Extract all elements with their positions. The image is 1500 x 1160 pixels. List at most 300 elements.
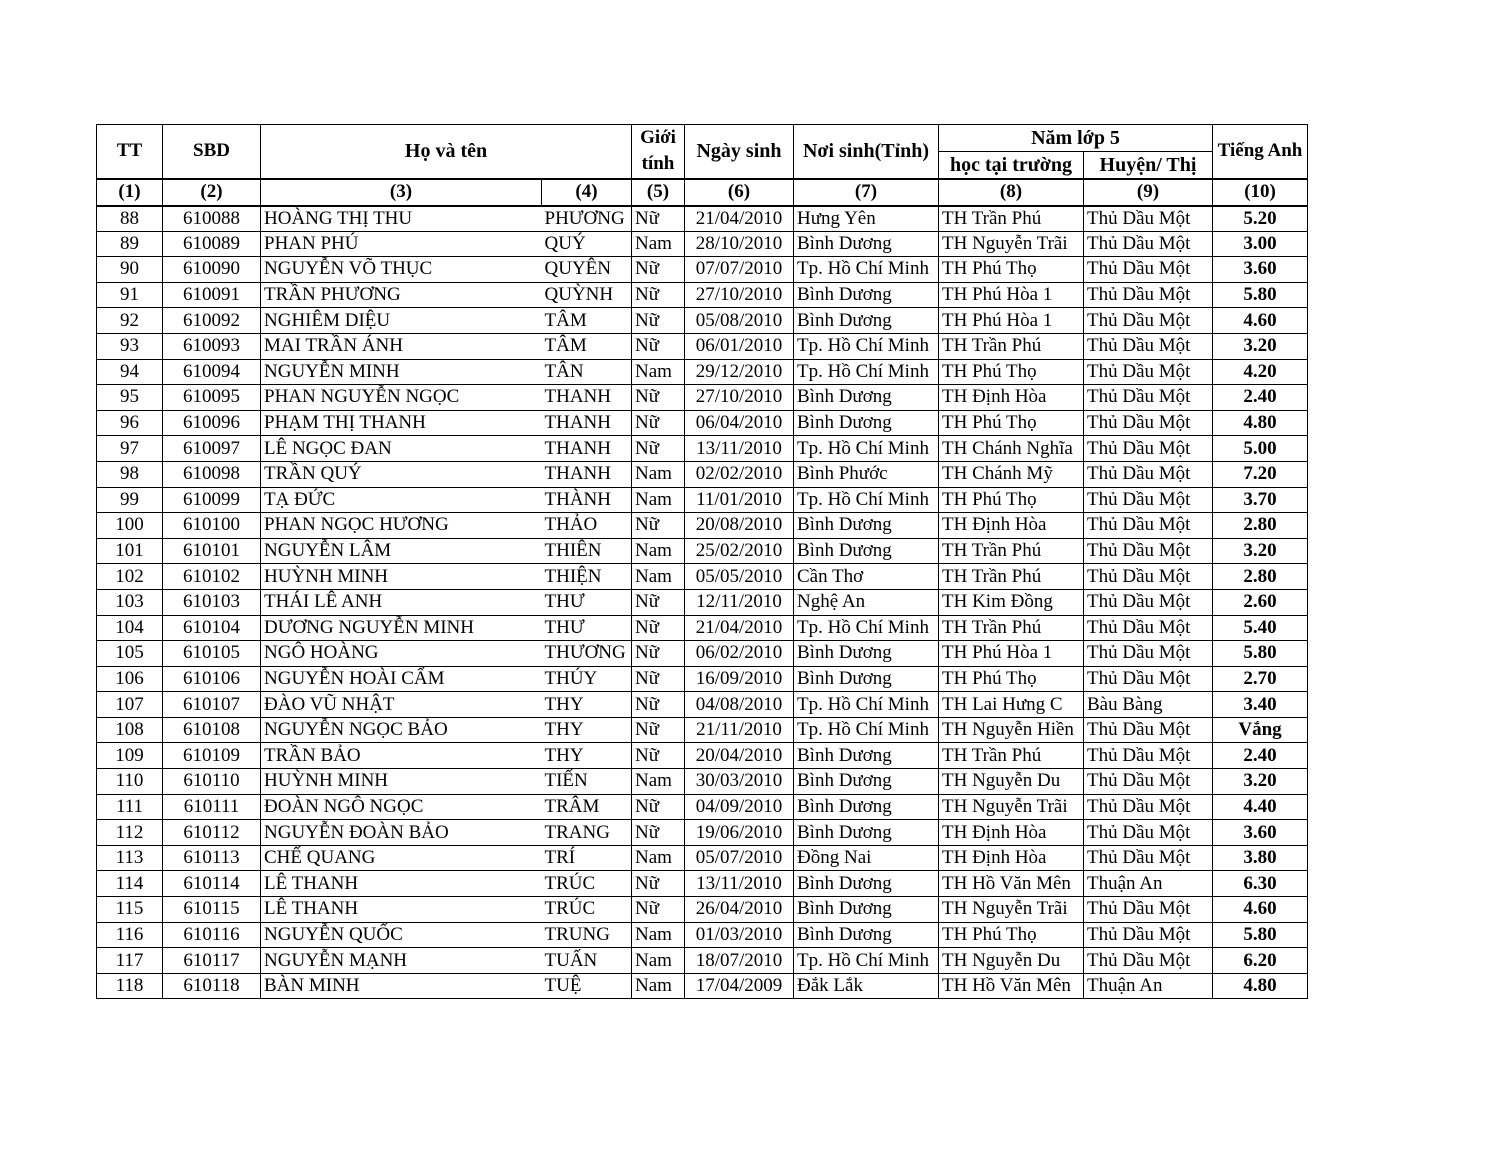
cell-first-name: TÂM	[542, 333, 632, 359]
cell-birth-date: 07/07/2010	[685, 257, 794, 283]
cell-sbd: 610100	[163, 513, 261, 539]
cell-last-middle-name: ĐOÀN NGÔ NGỌC	[261, 794, 542, 820]
header-gender-line2: tính	[641, 153, 675, 175]
cell-last-middle-name: LÊ THANH	[261, 897, 542, 923]
table-row	[97, 333, 1308, 359]
cell-school: TH Phú Thọ	[939, 359, 1084, 385]
cell-birth-date: 26/04/2010	[685, 897, 794, 923]
cell-district: Thủ Dầu Một	[1084, 487, 1213, 513]
header-sbd: SBD	[163, 125, 261, 179]
cell-birth-date: 20/04/2010	[685, 743, 794, 769]
cell-first-name: TUỆ	[542, 973, 632, 999]
cell-birth-place: Tp. Hồ Chí Minh	[794, 717, 939, 743]
cell-district: Thủ Dầu Một	[1084, 206, 1213, 232]
cell-last-middle-name: NGUYỄN VÕ THỤC	[261, 257, 542, 283]
cell-birth-date: 21/04/2010	[685, 615, 794, 641]
cell-last-middle-name: CHẾ QUANG	[261, 845, 542, 871]
cell-english-score: 2.80	[1213, 564, 1308, 590]
cell-sbd: 610116	[163, 922, 261, 948]
cell-birth-date: 04/08/2010	[685, 692, 794, 718]
header-grade5-year: Năm lớp 5	[939, 125, 1213, 152]
header-school: học tại trường	[939, 152, 1084, 179]
cell-school: TH Phú Thọ	[939, 922, 1084, 948]
table-row	[97, 794, 1308, 820]
cell-birth-place: Bình Dương	[794, 769, 939, 795]
cell-last-middle-name: LÊ THANH	[261, 871, 542, 897]
cell-district: Thủ Dầu Một	[1084, 410, 1213, 436]
cell-district: Thủ Dầu Một	[1084, 845, 1213, 871]
cell-english-score: 3.20	[1213, 333, 1308, 359]
header-english: Tiếng Anh	[1213, 125, 1308, 179]
cell-gender: Nữ	[632, 743, 685, 769]
cell-first-name: THƯ	[542, 589, 632, 615]
header-num: (6)	[685, 179, 794, 206]
cell-sbd: 610091	[163, 282, 261, 308]
cell-first-name: TRUNG	[542, 922, 632, 948]
cell-birth-date: 13/11/2010	[685, 871, 794, 897]
cell-birth-place: Bình Dương	[794, 231, 939, 257]
cell-english-score: 6.30	[1213, 871, 1308, 897]
cell-tt: 108	[97, 717, 163, 743]
cell-school: TH Phú Hòa 1	[939, 308, 1084, 334]
cell-tt: 111	[97, 794, 163, 820]
cell-sbd: 610098	[163, 461, 261, 487]
table-row	[97, 385, 1308, 411]
cell-district: Thủ Dầu Một	[1084, 769, 1213, 795]
cell-sbd: 610118	[163, 973, 261, 999]
cell-gender: Nam	[632, 538, 685, 564]
cell-birth-place: Bình Dương	[794, 820, 939, 846]
cell-birth-date: 28/10/2010	[685, 231, 794, 257]
cell-english-score: 4.40	[1213, 794, 1308, 820]
cell-district: Thủ Dầu Một	[1084, 641, 1213, 667]
cell-english-score: 3.20	[1213, 769, 1308, 795]
table-row	[97, 257, 1308, 283]
cell-school: TH Trần Phú	[939, 615, 1084, 641]
cell-school: TH Chánh Mỹ	[939, 461, 1084, 487]
cell-sbd: 610095	[163, 385, 261, 411]
cell-birth-place: Bình Dương	[794, 897, 939, 923]
cell-first-name: THY	[542, 717, 632, 743]
cell-school: TH Định Hòa	[939, 513, 1084, 539]
cell-birth-place: Tp. Hồ Chí Minh	[794, 487, 939, 513]
cell-english-score: 4.20	[1213, 359, 1308, 385]
table-row	[97, 666, 1308, 692]
cell-district: Thủ Dầu Một	[1084, 820, 1213, 846]
table-row	[97, 769, 1308, 795]
cell-school: TH Chánh Nghĩa	[939, 436, 1084, 462]
cell-first-name: THÚY	[542, 666, 632, 692]
cell-english-score: 4.60	[1213, 897, 1308, 923]
cell-district: Thủ Dầu Một	[1084, 513, 1213, 539]
cell-sbd: 610114	[163, 871, 261, 897]
cell-birth-date: 21/11/2010	[685, 717, 794, 743]
cell-birth-date: 06/04/2010	[685, 410, 794, 436]
cell-birth-place: Cần Thơ	[794, 564, 939, 590]
cell-birth-place: Bình Dương	[794, 922, 939, 948]
cell-birth-place: Đồng Nai	[794, 845, 939, 871]
cell-last-middle-name: TRẦN PHƯƠNG	[261, 282, 542, 308]
cell-gender: Nam	[632, 769, 685, 795]
cell-tt: 113	[97, 845, 163, 871]
cell-school: TH Trần Phú	[939, 206, 1084, 232]
cell-tt: 99	[97, 487, 163, 513]
header-gender-line1: Giới	[640, 127, 676, 149]
cell-first-name: THANH	[542, 385, 632, 411]
cell-gender: Nam	[632, 231, 685, 257]
cell-gender: Nữ	[632, 820, 685, 846]
cell-district: Thủ Dầu Một	[1084, 231, 1213, 257]
cell-gender: Nam	[632, 461, 685, 487]
cell-school: TH Phú Thọ	[939, 257, 1084, 283]
cell-school: TH Định Hòa	[939, 385, 1084, 411]
cell-birth-place: Tp. Hồ Chí Minh	[794, 257, 939, 283]
table-row	[97, 922, 1308, 948]
cell-birth-place: Bình Dương	[794, 308, 939, 334]
cell-birth-date: 06/01/2010	[685, 333, 794, 359]
table-row	[97, 487, 1308, 513]
cell-birth-date: 27/10/2010	[685, 385, 794, 411]
cell-sbd: 610104	[163, 615, 261, 641]
header-num: (7)	[794, 179, 939, 206]
cell-school: TH Nguyễn Du	[939, 948, 1084, 974]
cell-sbd: 610110	[163, 769, 261, 795]
cell-birth-place: Hưng Yên	[794, 206, 939, 232]
cell-first-name: THÀNH	[542, 487, 632, 513]
cell-english-score: 4.80	[1213, 973, 1308, 999]
cell-gender: Nữ	[632, 589, 685, 615]
cell-birth-date: 05/07/2010	[685, 845, 794, 871]
cell-last-middle-name: NGUYỄN LÂM	[261, 538, 542, 564]
cell-birth-date: 12/11/2010	[685, 589, 794, 615]
cell-district: Thủ Dầu Một	[1084, 948, 1213, 974]
header-num: (2)	[163, 179, 261, 206]
cell-first-name: PHƯƠNG	[542, 206, 632, 232]
cell-first-name: THANH	[542, 410, 632, 436]
cell-gender: Nữ	[632, 513, 685, 539]
cell-tt: 88	[97, 206, 163, 232]
cell-tt: 112	[97, 820, 163, 846]
cell-last-middle-name: PHAN NGỌC HƯƠNG	[261, 513, 542, 539]
cell-english-score: 2.80	[1213, 513, 1308, 539]
cell-tt: 93	[97, 333, 163, 359]
cell-gender: Nữ	[632, 206, 685, 232]
cell-birth-place: Tp. Hồ Chí Minh	[794, 948, 939, 974]
cell-first-name: QUYÊN	[542, 257, 632, 283]
cell-first-name: THIỆN	[542, 564, 632, 590]
cell-sbd: 610109	[163, 743, 261, 769]
cell-school: TH Định Hòa	[939, 820, 1084, 846]
cell-first-name: QUỲNH	[542, 282, 632, 308]
cell-district: Thủ Dầu Một	[1084, 922, 1213, 948]
cell-last-middle-name: TẠ ĐỨC	[261, 487, 542, 513]
cell-last-middle-name: DƯƠNG NGUYỄN MINH	[261, 615, 542, 641]
cell-tt: 110	[97, 769, 163, 795]
student-score-sheet	[96, 124, 1308, 999]
cell-district: Bàu Bàng	[1084, 692, 1213, 718]
table-row	[97, 717, 1308, 743]
cell-sbd: 610106	[163, 666, 261, 692]
cell-last-middle-name: NGUYỄN NGỌC BẢO	[261, 717, 542, 743]
cell-school: TH Phú Thọ	[939, 410, 1084, 436]
cell-birth-place: Bình Dương	[794, 385, 939, 411]
cell-school: TH Trần Phú	[939, 743, 1084, 769]
cell-last-middle-name: LÊ NGỌC ĐAN	[261, 436, 542, 462]
cell-first-name: TÂM	[542, 308, 632, 334]
header-num: (10)	[1213, 179, 1308, 206]
cell-birth-place: Nghệ An	[794, 589, 939, 615]
cell-last-middle-name: NGUYỄN MẠNH	[261, 948, 542, 974]
cell-first-name: THY	[542, 743, 632, 769]
cell-tt: 117	[97, 948, 163, 974]
cell-last-middle-name: PHAN NGUYỄN NGỌC	[261, 385, 542, 411]
cell-tt: 105	[97, 641, 163, 667]
table-row	[97, 948, 1308, 974]
cell-school: TH Phú Hòa 1	[939, 282, 1084, 308]
table-row	[97, 615, 1308, 641]
cell-last-middle-name: TRẦN QUÝ	[261, 461, 542, 487]
cell-school: TH Trần Phú	[939, 564, 1084, 590]
cell-sbd: 610115	[163, 897, 261, 923]
table-row	[97, 513, 1308, 539]
cell-last-middle-name: HOÀNG THỊ THU	[261, 206, 542, 232]
cell-first-name: THẢO	[542, 513, 632, 539]
table-row	[97, 743, 1308, 769]
cell-district: Thủ Dầu Một	[1084, 564, 1213, 590]
header-num: (8)	[939, 179, 1084, 206]
cell-english-score: 5.40	[1213, 615, 1308, 641]
header-num: (3)	[261, 179, 542, 206]
cell-tt: 97	[97, 436, 163, 462]
cell-first-name: TRÍ	[542, 845, 632, 871]
table-body	[97, 206, 1308, 999]
cell-school: TH Phú Hòa 1	[939, 641, 1084, 667]
cell-tt: 106	[97, 666, 163, 692]
cell-district: Thủ Dầu Một	[1084, 538, 1213, 564]
cell-birth-date: 11/01/2010	[685, 487, 794, 513]
cell-birth-date: 05/05/2010	[685, 564, 794, 590]
cell-last-middle-name: MAI TRẦN ÁNH	[261, 333, 542, 359]
table-row	[97, 845, 1308, 871]
cell-tt: 90	[97, 257, 163, 283]
cell-english-score: 5.80	[1213, 922, 1308, 948]
cell-birth-date: 29/12/2010	[685, 359, 794, 385]
cell-sbd: 610101	[163, 538, 261, 564]
cell-sbd: 610093	[163, 333, 261, 359]
cell-sbd: 610089	[163, 231, 261, 257]
cell-school: TH Nguyễn Trãi	[939, 794, 1084, 820]
table-row	[97, 589, 1308, 615]
cell-english-score: 2.70	[1213, 666, 1308, 692]
cell-school: TH Định Hòa	[939, 845, 1084, 871]
cell-tt: 114	[97, 871, 163, 897]
cell-district: Thủ Dầu Một	[1084, 359, 1213, 385]
cell-birth-place: Bình Dương	[794, 743, 939, 769]
cell-tt: 101	[97, 538, 163, 564]
cell-last-middle-name: HUỲNH MINH	[261, 769, 542, 795]
cell-last-middle-name: PHAN PHÚ	[261, 231, 542, 257]
cell-school: TH Hồ Văn Mên	[939, 871, 1084, 897]
cell-tt: 95	[97, 385, 163, 411]
cell-district: Thủ Dầu Một	[1084, 436, 1213, 462]
cell-district: Thủ Dầu Một	[1084, 461, 1213, 487]
cell-sbd: 610103	[163, 589, 261, 615]
cell-first-name: THƯ	[542, 615, 632, 641]
cell-english-score: 7.20	[1213, 461, 1308, 487]
cell-english-score: 5.80	[1213, 282, 1308, 308]
header-num: (1)	[97, 179, 163, 206]
cell-birth-place: Tp. Hồ Chí Minh	[794, 692, 939, 718]
cell-school: TH Kim Đồng	[939, 589, 1084, 615]
table-row	[97, 871, 1308, 897]
cell-birth-place: Tp. Hồ Chí Minh	[794, 333, 939, 359]
cell-district: Thủ Dầu Một	[1084, 743, 1213, 769]
cell-gender: Nữ	[632, 308, 685, 334]
header-birth-date: Ngày sinh	[685, 125, 794, 179]
cell-sbd: 610092	[163, 308, 261, 334]
cell-district: Thủ Dầu Một	[1084, 282, 1213, 308]
cell-gender: Nữ	[632, 897, 685, 923]
cell-birth-place: Bình Dương	[794, 794, 939, 820]
cell-tt: 100	[97, 513, 163, 539]
cell-gender: Nữ	[632, 257, 685, 283]
cell-english-score: 2.40	[1213, 743, 1308, 769]
cell-gender: Nữ	[632, 794, 685, 820]
table-row	[97, 231, 1308, 257]
cell-district: Thủ Dầu Một	[1084, 308, 1213, 334]
cell-district: Thủ Dầu Một	[1084, 666, 1213, 692]
cell-school: TH Nguyễn Hiền	[939, 717, 1084, 743]
cell-first-name: TIẾN	[542, 769, 632, 795]
cell-birth-date: 25/02/2010	[685, 538, 794, 564]
cell-birth-date: 01/03/2010	[685, 922, 794, 948]
cell-birth-date: 13/11/2010	[685, 436, 794, 462]
table-row	[97, 564, 1308, 590]
cell-english-score: 5.20	[1213, 206, 1308, 232]
cell-first-name: TRÚC	[542, 897, 632, 923]
cell-district: Thủ Dầu Một	[1084, 615, 1213, 641]
cell-tt: 109	[97, 743, 163, 769]
cell-sbd: 610112	[163, 820, 261, 846]
header-district: Huyện/ Thị	[1084, 152, 1213, 179]
cell-district: Thuận An	[1084, 871, 1213, 897]
cell-sbd: 610099	[163, 487, 261, 513]
header-num: (4)	[542, 179, 632, 206]
cell-last-middle-name: ĐÀO VŨ NHẬT	[261, 692, 542, 718]
cell-first-name: THIÊN	[542, 538, 632, 564]
cell-district: Thuận An	[1084, 973, 1213, 999]
cell-sbd: 610113	[163, 845, 261, 871]
cell-last-middle-name: PHẠM THỊ THANH	[261, 410, 542, 436]
cell-birth-place: Bình Dương	[794, 666, 939, 692]
cell-first-name: THANH	[542, 461, 632, 487]
cell-gender: Nữ	[632, 385, 685, 411]
cell-birth-place: Tp. Hồ Chí Minh	[794, 436, 939, 462]
cell-first-name: THY	[542, 692, 632, 718]
cell-english-score: 3.40	[1213, 692, 1308, 718]
header-num: (9)	[1084, 179, 1213, 206]
cell-district: Thủ Dầu Một	[1084, 257, 1213, 283]
cell-tt: 116	[97, 922, 163, 948]
cell-last-middle-name: NGUYỄN HOÀI CẨM	[261, 666, 542, 692]
cell-tt: 104	[97, 615, 163, 641]
cell-school: TH Phú Thọ	[939, 666, 1084, 692]
cell-sbd: 610094	[163, 359, 261, 385]
cell-last-middle-name: TRẦN BẢO	[261, 743, 542, 769]
table-row	[97, 436, 1308, 462]
cell-tt: 115	[97, 897, 163, 923]
cell-english-score: 2.60	[1213, 589, 1308, 615]
cell-school: TH Nguyễn Trãi	[939, 231, 1084, 257]
cell-birth-place: Bình Phước	[794, 461, 939, 487]
cell-sbd: 610108	[163, 717, 261, 743]
table-row	[97, 282, 1308, 308]
cell-birth-date: 02/02/2010	[685, 461, 794, 487]
cell-birth-date: 19/06/2010	[685, 820, 794, 846]
cell-birth-date: 17/04/2009	[685, 973, 794, 999]
cell-district: Thủ Dầu Một	[1084, 794, 1213, 820]
cell-sbd: 610117	[163, 948, 261, 974]
cell-gender: Nam	[632, 845, 685, 871]
cell-gender: Nam	[632, 948, 685, 974]
cell-birth-date: 04/09/2010	[685, 794, 794, 820]
table-row	[97, 973, 1308, 999]
table-row	[97, 692, 1308, 718]
cell-sbd: 610107	[163, 692, 261, 718]
cell-school: TH Lai Hưng C	[939, 692, 1084, 718]
header-birth-place: Nơi sinh(Tỉnh)	[794, 125, 939, 179]
cell-sbd: 610111	[163, 794, 261, 820]
cell-birth-place: Bình Dương	[794, 282, 939, 308]
cell-district: Thủ Dầu Một	[1084, 897, 1213, 923]
cell-last-middle-name: NGÔ HOÀNG	[261, 641, 542, 667]
cell-gender: Nữ	[632, 410, 685, 436]
cell-birth-date: 16/09/2010	[685, 666, 794, 692]
cell-english-score: 3.60	[1213, 820, 1308, 846]
cell-sbd: 610088	[163, 206, 261, 232]
cell-gender: Nữ	[632, 692, 685, 718]
cell-tt: 91	[97, 282, 163, 308]
cell-district: Thủ Dầu Một	[1084, 717, 1213, 743]
table-row	[97, 410, 1308, 436]
cell-tt: 118	[97, 973, 163, 999]
table-row	[97, 641, 1308, 667]
cell-sbd: 610097	[163, 436, 261, 462]
cell-birth-date: 21/04/2010	[685, 206, 794, 232]
cell-gender: Nữ	[632, 282, 685, 308]
cell-tt: 96	[97, 410, 163, 436]
cell-gender: Nam	[632, 973, 685, 999]
cell-english-score: 5.00	[1213, 436, 1308, 462]
cell-english-score: 3.70	[1213, 487, 1308, 513]
cell-last-middle-name: NGHIÊM DIỆU	[261, 308, 542, 334]
cell-sbd: 610102	[163, 564, 261, 590]
cell-tt: 102	[97, 564, 163, 590]
cell-english-score: 6.20	[1213, 948, 1308, 974]
cell-gender: Nam	[632, 922, 685, 948]
cell-school: TH Phú Thọ	[939, 487, 1084, 513]
cell-gender: Nữ	[632, 666, 685, 692]
cell-birth-place: Bình Dương	[794, 871, 939, 897]
cell-english-score: 2.40	[1213, 385, 1308, 411]
table-row	[97, 897, 1308, 923]
cell-school: TH Nguyễn Trãi	[939, 897, 1084, 923]
cell-school: TH Hồ Văn Mên	[939, 973, 1084, 999]
cell-birth-place: Bình Dương	[794, 538, 939, 564]
cell-gender: Nữ	[632, 615, 685, 641]
cell-tt: 89	[97, 231, 163, 257]
table-row	[97, 538, 1308, 564]
